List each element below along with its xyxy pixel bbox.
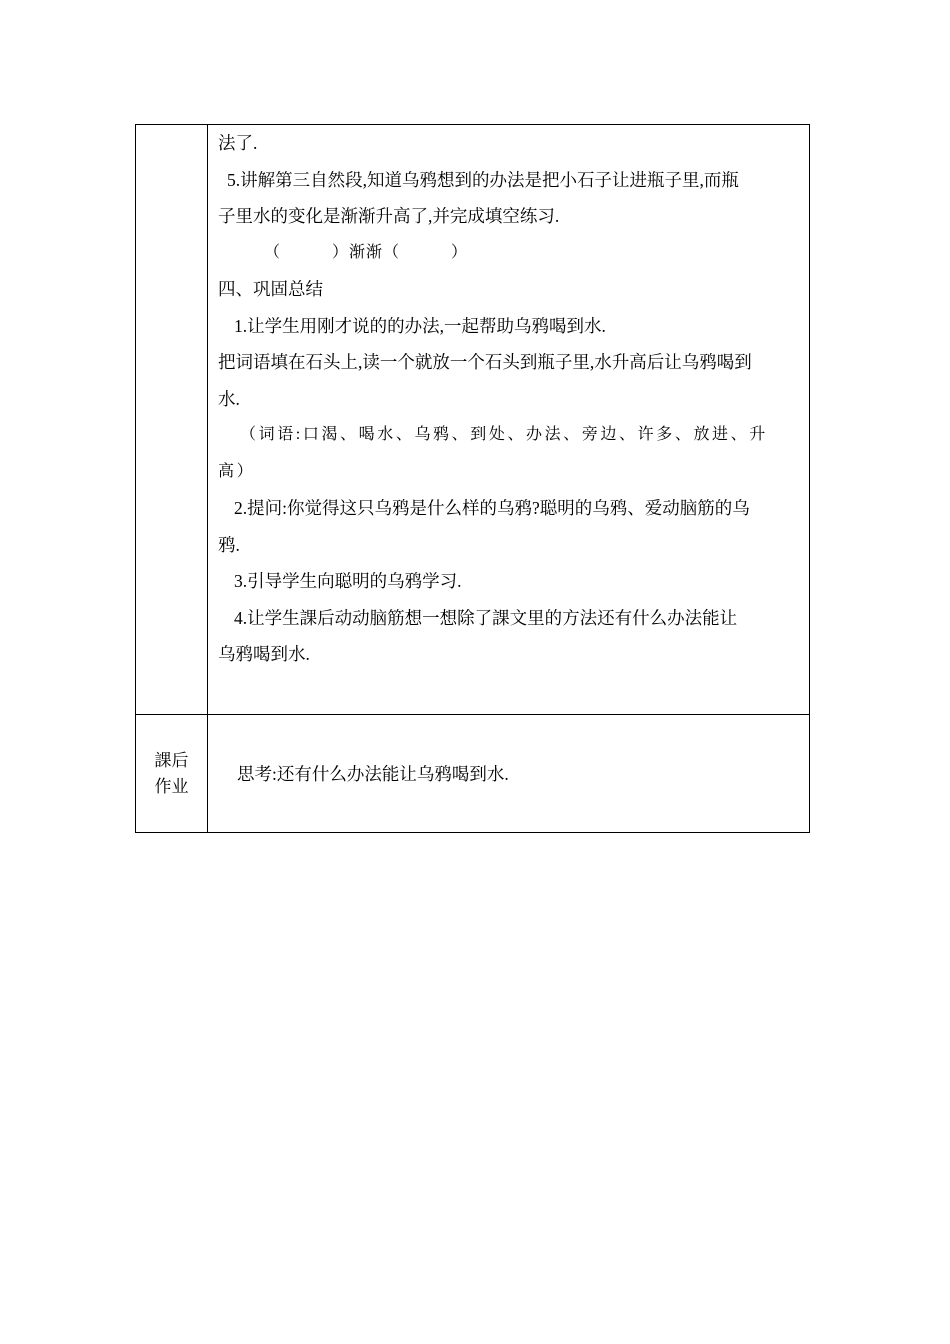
fill-in-blank-exercise: （ ）渐渐（ ） [264, 243, 469, 261]
text-line: 1.让学生用刚才说的的办法,一起帮助乌鸦喝到水. [234, 315, 606, 336]
text-line: 把词语填在石头上,读一个就放一个石头到瓶子里,水升高后让乌鸦喝到 [218, 352, 752, 372]
word-list: （词语:口渴、喝水、乌鸦、到处、办法、旁边、许多、放进、升 [240, 426, 768, 443]
text-line: 水. [218, 388, 240, 409]
homework-text: 思考:还有什么办法能让乌鸦喝到水. [237, 763, 509, 784]
text-line: 法了. [218, 133, 258, 153]
homework-label: 課后作业 [154, 750, 189, 797]
teaching-process-cell [208, 125, 810, 715]
text-line: 4.让学生課后动动脑筋想一想除了課文里的方法还有什么办法能让 [234, 607, 738, 628]
homework-label-cell [136, 715, 208, 833]
text-line: 鸦. [218, 534, 240, 555]
section-heading: 四、巩固总结 [218, 279, 323, 299]
text-line: 乌鸦喝到水. [218, 644, 310, 664]
text-line: 5.讲解第三自然段,知道乌鸦想到的办法是把小石子让进瓶子里,而瓶 [227, 169, 739, 190]
text-line: 2.提问:你觉得这只乌鸦是什么样的乌鸦?聪明的乌鸦、爱动脑筋的乌 [234, 498, 750, 518]
word-list-continued: 高） [218, 462, 256, 480]
homework-row [136, 715, 810, 833]
text-line: 子里水的变化是渐渐升高了,并完成填空练习. [218, 206, 560, 226]
row-label-cell-empty [136, 125, 208, 715]
homework-body-cell [208, 715, 810, 833]
teaching-process-row [136, 125, 810, 715]
lesson-plan-table [135, 124, 810, 833]
text-line: 3.引导学生向聪明的乌鸦学习. [234, 571, 462, 591]
